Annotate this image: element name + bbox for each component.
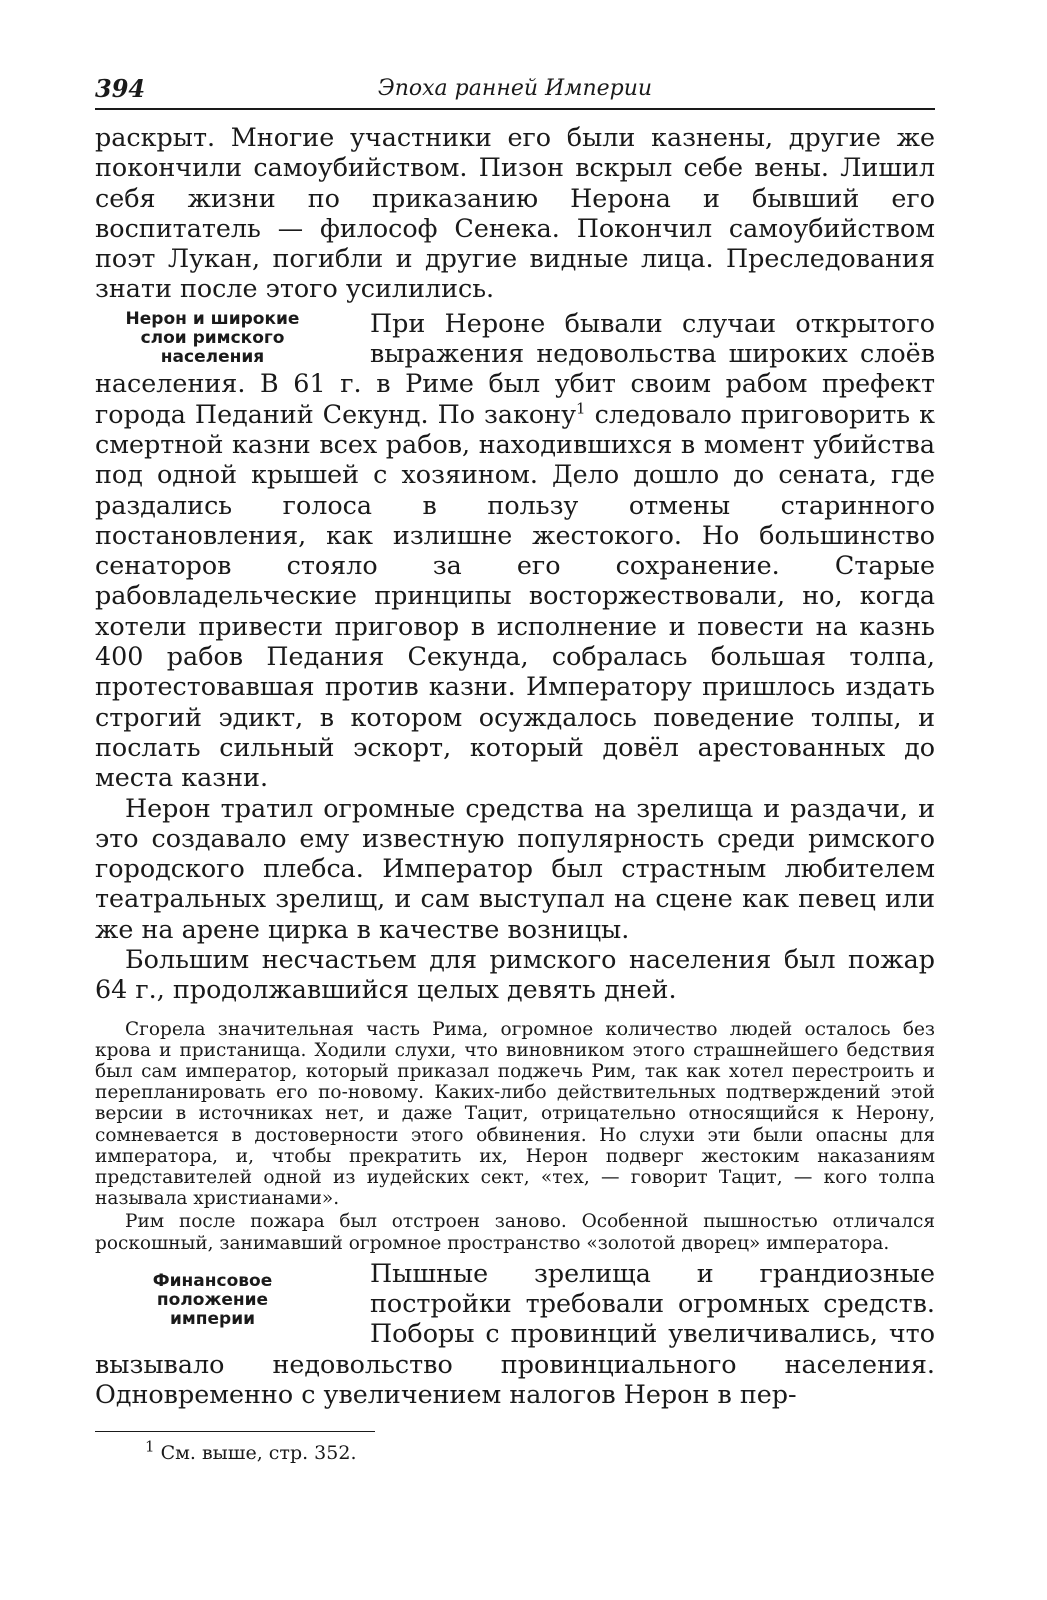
marginal-line: Нерон и широкие bbox=[125, 308, 300, 329]
small-paragraph: Рим после пожара был отстроен заново. Особенной пышностью отличался роскошный, занимавший огромное пространство «золотой дворец» императора. bbox=[95, 1211, 935, 1254]
paragraph-text: следовало приговорить к смертной казни всех рабов, находившихся в момент убийства под одной крышей с хозяином. Дело дошло до сената, где раздались голоса в пользу отмены старинного постановления, как излишне жестокого. Но большинство сенаторов стояло за его сохранение. Старые рабовладельческие принципы восторжествовали, но, когда хотели привести приговор в исполнение и повести на казнь 400 рабов Педания Секунда, собралась большая толпа, протестовавшая против казни. Императору пришлось издать строгий эдикт, в котором осуждалось поведение толпы, и послать сильный эскорт, который довёл арестованных до места казни. bbox=[95, 398, 935, 793]
marginal-heading bbox=[95, 310, 330, 367]
small-print-block bbox=[95, 1019, 935, 1254]
paragraph: раскрыт. Многие участники его были казнены, другие же покончили самоубийством. Пизон вскрыл себе вены. Лишил себя жизни по приказанию Нерона и бывший его воспитатель — философ Сенека. Покончил самоубийством поэт Лукан, погибли и другие видные лица. Преследования знати после этого усилились. bbox=[95, 122, 935, 304]
section-finances bbox=[95, 1258, 935, 1409]
running-title: Эпоха ранней Империи bbox=[377, 76, 653, 101]
paragraph: Большим несчастьем для римского населения был пожар 64 г., продолжавшийся целых девять дней. bbox=[95, 944, 935, 1005]
marginal-line: империи bbox=[169, 1308, 256, 1329]
paragraph: Пышные зрелища и грандиозные постройки требовали огромных средств. Поборы с провинций увеличивались, что вызывало недовольство провинциального населения. Одновременно с увеличением налогов Нерон в пер- bbox=[95, 1257, 935, 1410]
footnote-rule bbox=[95, 1431, 375, 1432]
marginal-line: положение bbox=[156, 1289, 269, 1310]
small-paragraph: Сгорела значительная часть Рима, огромное количество людей осталось без крова и пристанища. Ходили слухи, что виновником этого страшнейшего бедствия был сам император, который приказал поджечь Рим, так как хотел перестроить и перепланировать его по-новому. Каких-либо действительных подтверждений этой версии в источниках нет, и даже Тацит, отрицательно относящийся к Нерону, сомневается в достоверности этого обвинения. Но слухи эти были опасны для императора, и, чтобы прекратить их, Нерон подверг жестоким наказаниям представителей одной из иудейских сект, «тех, — говорит Тацит, — кого толпа называла христианами». bbox=[95, 1018, 935, 1210]
header-rule bbox=[95, 108, 935, 110]
footnote-marker: 1 bbox=[145, 1438, 155, 1456]
footnote bbox=[95, 1438, 935, 1465]
section-plebs bbox=[95, 308, 935, 793]
paragraph-text: При Нероне бывали случаи открытого выражения недовольства широких слоёв населения. В 61 г. в Риме был убит своим рабом префект города Педаний Секунд. По закону bbox=[95, 307, 935, 429]
page bbox=[95, 70, 935, 1464]
paragraph bbox=[95, 308, 935, 793]
footnote-reference: 1 bbox=[576, 399, 586, 418]
marginal-line: Финансовое bbox=[152, 1270, 273, 1291]
marginal-line: слои римского bbox=[140, 327, 285, 348]
marginal-heading bbox=[95, 1272, 330, 1329]
marginal-line: населения bbox=[160, 346, 265, 367]
page-header bbox=[95, 70, 935, 108]
page-number: 394 bbox=[95, 74, 146, 103]
main-text bbox=[95, 122, 935, 1005]
paragraph: Нерон тратил огромные средства на зрелища и раздачи, и это создавало ему известную популярность среди римского городского плебса. Император был страстным любителем театральных зрелищ, и сам выступал на сцене как певец или же на арене цирка в качестве возницы. bbox=[95, 792, 935, 944]
footnote-text: См. выше, стр. 352. bbox=[154, 1442, 357, 1465]
